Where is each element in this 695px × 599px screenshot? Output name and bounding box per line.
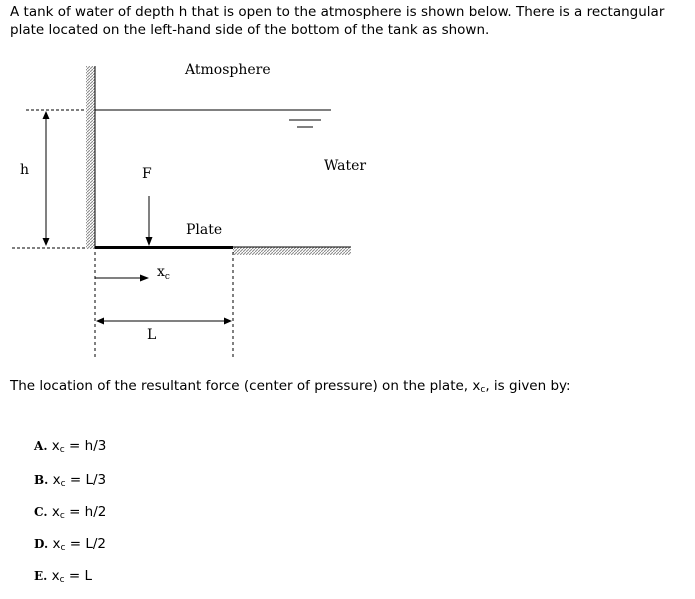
question-prefix: The location of the resultant force (center of pressure) on the plate, x — [10, 378, 481, 394]
force-arrow-head — [146, 237, 153, 246]
option-expr: = L — [64, 568, 93, 584]
option-letter: B — [34, 473, 45, 487]
intro-text: A tank of water of depth h that is open to the atmosphere is shown below. There is a rectangular plate located on the left-hand side of the bottom of the tank as shown. — [10, 4, 665, 38]
question-suffix: , is given by: — [485, 378, 571, 394]
option-var: x — [51, 438, 60, 454]
option-letter: E — [34, 569, 44, 583]
option-expr: = L/3 — [65, 472, 107, 488]
option-letter: C — [34, 505, 44, 519]
option-expr: = h/3 — [64, 438, 107, 454]
label-xc-sub: c — [164, 272, 170, 282]
label-xc-main: x — [157, 264, 165, 280]
h-arrow-bottom — [43, 238, 50, 246]
label-xc — [157, 264, 170, 282]
option-sub: c — [59, 575, 65, 585]
xc-arrow-head — [140, 275, 149, 282]
option-d[interactable]: D. $x_c = L/2$ — [34, 536, 106, 553]
option-var: x — [52, 472, 61, 488]
question-sub: c — [480, 385, 486, 395]
label-force: F — [142, 166, 152, 182]
question-text — [10, 377, 690, 399]
option-sub: c — [60, 479, 66, 489]
option-letter: D — [34, 537, 44, 551]
tank-bottom-hatch — [233, 247, 351, 255]
option-var: x — [51, 568, 60, 584]
label-atmosphere: Atmosphere — [185, 62, 271, 78]
l-arrow-left — [96, 318, 104, 325]
label-water: Water — [324, 158, 367, 174]
option-e[interactable]: E. $x_c = L$ — [34, 568, 93, 585]
tank-wall-hatch — [86, 66, 95, 249]
option-sub: c — [59, 445, 65, 455]
label-plate: Plate — [186, 222, 223, 238]
option-sub: c — [59, 511, 65, 521]
option-var: x — [52, 536, 61, 552]
option-c[interactable]: C. $x_c = h/2$ — [34, 504, 107, 521]
l-arrow-right — [224, 318, 232, 325]
h-arrow-top — [43, 111, 50, 119]
label-length: L — [147, 327, 157, 343]
option-expr: = L/2 — [65, 536, 106, 552]
label-h: h — [20, 162, 30, 178]
option-b[interactable]: B. $x_c = L/3$ — [34, 472, 107, 489]
option-sub: c — [60, 543, 66, 553]
option-expr: = h/2 — [64, 504, 107, 520]
option-a[interactable]: A. $x_c = h/3$ — [34, 438, 107, 455]
option-var: x — [51, 504, 60, 520]
option-letter: A — [34, 439, 44, 453]
